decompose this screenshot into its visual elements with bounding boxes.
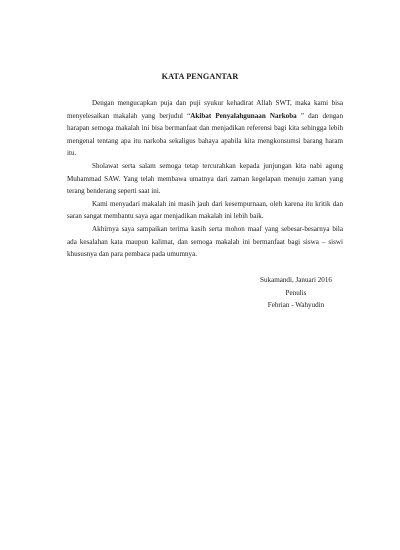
document-body [67, 93, 343, 261]
paragraph-opening-text-end: ” dan dengan harapan semoga makalah ini bisa bermanfaat dan menjadikan referensi bagi kita sehingga lebih mengenal tentang apa itu narkoba sekaligus bahaya apabila kita mengkonsumsi barang haram itu. [67, 111, 343, 158]
paragraph-opening-text-start: Dengan mengucapkan puja dan puji syukur kehadirat Allah SWT, maka kami bisa menyelesaikan makalah yang berjudul “ [67, 99, 343, 120]
paper-title-bold: Akibat Penyalahgunaan Narkoba [190, 111, 297, 120]
signature-name: Febrian - Wahyudin [267, 301, 325, 310]
paragraph-opening [67, 97, 343, 160]
document-title: KATA PENGANTAR [161, 72, 239, 81]
paragraph-acknowledgement: Kami menyadari makalah ini masih jauh dari kesempurnaan, oleh karena itu kritik dan saran sangat membantu saya agar menjadikan makalah ini lebih baik. [67, 199, 343, 221]
signature-block [236, 274, 356, 312]
paragraph-closing: Akhirnya saya sampaikan terima kasih serta mohon maaf yang sebesar-besarnya bila ada kesalahan kata maupun kalimat, dan semoga makalah ini bermanfaat bagi siswa – siswi khususnya dan para pembaca pada umumnya. [67, 224, 343, 259]
signature-role: Penulis [285, 288, 307, 297]
paragraph-sholawat: Sholawat serta salam semoga tetap tercurahkan kepada junjungan kita nabi agung Muhammad SAW. Yang telah membawa umatnya dari zaman kegelapan menuju zaman yang terang benderang seperti saat ini. [67, 161, 343, 196]
signature-place-date: Sukamandi, Januari 2016 [260, 276, 332, 284]
